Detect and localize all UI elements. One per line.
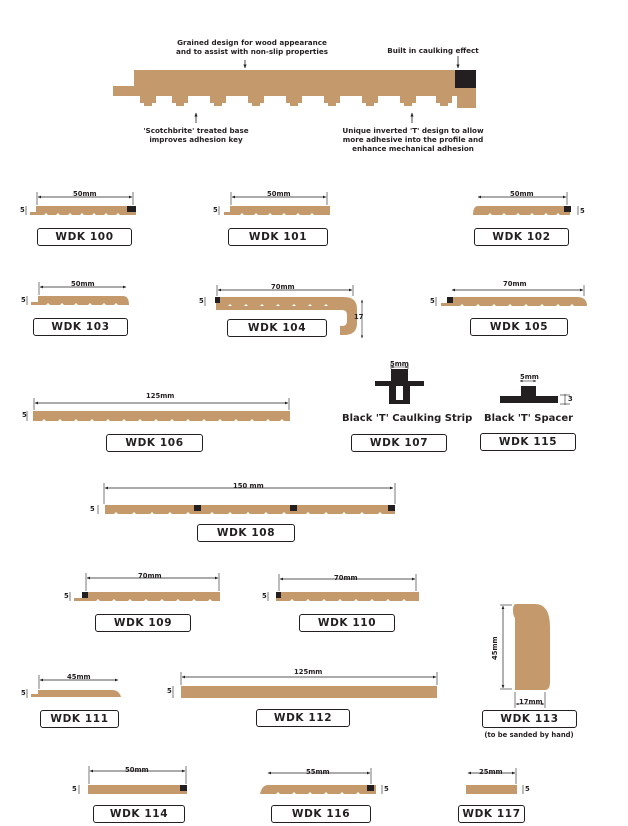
dim-height: 5	[430, 297, 435, 305]
dim-height: 5	[199, 297, 204, 305]
dim-height: 5	[213, 206, 218, 214]
dim-width: 70mm	[138, 572, 162, 580]
hero-caulk-strip	[455, 70, 476, 88]
caption-spacer: Black 'T' Spacer	[484, 413, 574, 424]
dim-width: 55mm	[306, 768, 330, 776]
dim-height: 5	[525, 785, 530, 793]
dim-height: 5	[21, 296, 26, 304]
dim-width: 17mm	[519, 698, 543, 706]
callout-grain: Grained design for wood appearance and to assist with non-slip properties	[176, 38, 328, 56]
code-label: WDK 102	[474, 228, 569, 246]
code-label: WDK 115	[480, 433, 576, 451]
code-label: WDK 103	[33, 318, 128, 336]
code-label: WDK 100	[37, 228, 132, 246]
dim-height: 5	[22, 411, 27, 419]
note-sanded: (to be sanded by hand)	[484, 731, 574, 739]
profile-wdk-113	[500, 604, 550, 708]
code-label: WDK 109	[95, 614, 191, 632]
dim-width: 50mm	[71, 280, 95, 288]
dim-height: 5	[262, 592, 267, 600]
dim-width: 125mm	[294, 668, 323, 676]
code-label: WDK 116	[271, 805, 371, 823]
profile-wdk-115	[500, 381, 570, 405]
dim-height: 5	[580, 207, 585, 215]
dim-width: 70mm	[271, 283, 295, 291]
callout-tee: Unique inverted 'T' design to allow more adhesive into the profile and enhance mechanical adhesion	[342, 126, 484, 153]
hero-profile	[113, 56, 476, 123]
dim-width: 50mm	[125, 766, 149, 774]
dim-width: 125mm	[146, 392, 175, 400]
callout-caulk: Built in caulking effect	[387, 46, 479, 55]
dim-height: 5	[20, 206, 25, 214]
dim-width: 5mm	[390, 360, 409, 368]
dim-height: 5	[167, 687, 172, 695]
dim-height: 5	[384, 785, 389, 793]
code-label: WDK 111	[40, 710, 119, 728]
dim-height: 5	[90, 505, 95, 513]
dim-height: 45mm	[491, 636, 499, 660]
dim-height: 3	[568, 395, 573, 403]
profile-wdk-106	[27, 398, 290, 421]
code-label: WDK 108	[197, 524, 295, 542]
dim-width: 25mm	[479, 768, 503, 776]
code-label: WDK 112	[256, 709, 350, 727]
callout-base: 'Scotchbrite' treated base improves adhesion key	[143, 126, 249, 144]
dim-height: 5	[72, 785, 77, 793]
profile-wdk-107	[375, 364, 424, 404]
dim-width: 50mm	[267, 190, 291, 198]
dim-width: 150 mm	[233, 482, 264, 490]
profile-wdk-105	[436, 285, 587, 306]
dim-width: 5mm	[520, 373, 539, 381]
dim-height: 5	[64, 592, 69, 600]
dim-width: 70mm	[503, 280, 527, 288]
code-label: WDK 107	[351, 434, 447, 452]
dim-width: 70mm	[334, 574, 358, 582]
dim-width: 50mm	[73, 190, 97, 198]
code-label: WDK 105	[470, 318, 568, 336]
code-label: WDK 106	[106, 434, 203, 452]
code-label: WDK 117	[458, 805, 525, 823]
caption-caulking-strip: Black 'T' Caulking Strip	[342, 413, 473, 424]
dim-depth: 17	[354, 313, 364, 321]
dim-width: 50mm	[510, 190, 534, 198]
code-label: WDK 113	[482, 710, 577, 728]
code-label: WDK 114	[93, 805, 185, 823]
dim-height: 5	[21, 689, 26, 697]
code-label: WDK 110	[299, 614, 395, 632]
dim-width: 45mm	[67, 673, 91, 681]
code-label: WDK 101	[228, 228, 328, 246]
code-label: WDK 104	[227, 319, 327, 337]
